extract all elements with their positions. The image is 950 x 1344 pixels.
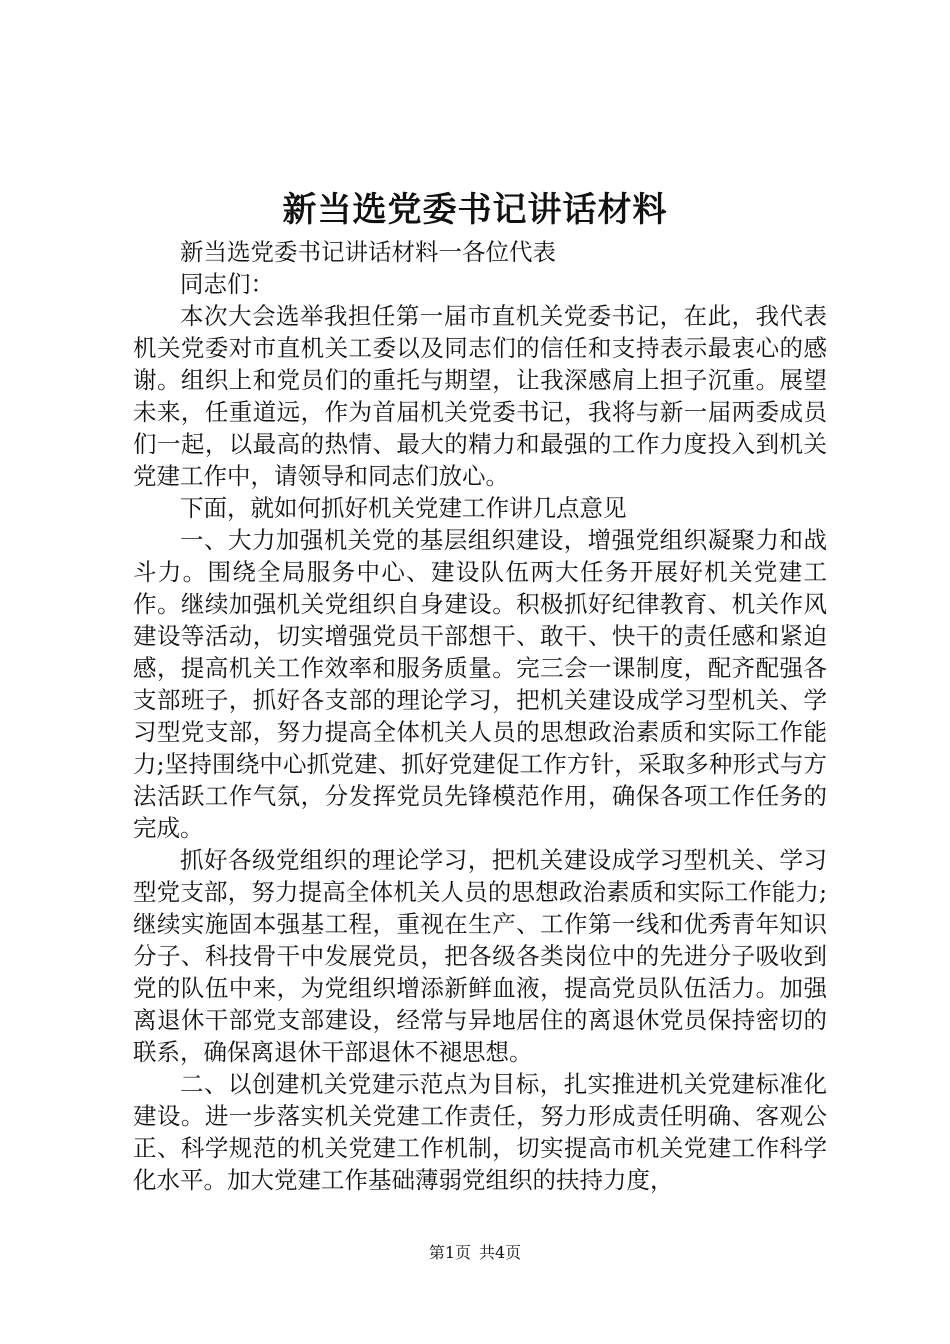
paragraph-point-two: 二、以创建机关党建示范点为目标，扎实推进机关党建标准化建设。进一步落实机关党建工作责任，努力形成责任明确、客观公正、科学规范的机关党建工作机制，切实提高市机关党建工作科学化水平。加大党建工作基础薄弱党组织的扶持力度， [133,1070,827,1194]
paragraph-thanks: 本次大会选举我担任第一届市直机关党委书记，在此，我代表机关党委对市直机关工委以及同志们的信任和支持表示最衷心的感谢。组织上和党员们的重托与期望，让我深感肩上担子沉重。展望未来，任重道远，作为首届机关党委书记，我将与新一届两委成员们一起，以最高的热情、最大的精力和最强的工作力度投入到机关党建工作中，请领导和同志们放心。 [133,302,827,490]
paragraph-point-one: 一、大力加强机关党的基层组织建设，增强党组织凝聚力和战斗力。围绕全局服务中心、建设队伍两大任务开展好机关党建工作。继续加强机关党组织自身建设。积极抓好纪律教育、机关作风建设等活动，切实增强党员干部想干、敢干、快干的责任感和紧迫感，提高机关工作效率和服务质量。完三会一课制度，配齐配强各支部班子，抓好各支部的理论学习，把机关建设成学习型机关、学习型党支部，努力提高全体机关人员的思想政治素质和实际工作能力;坚持围绕中心抓党建、抓好党建促工作方针，采取多种形式与方法活跃工作气氛，分发挥党员先锋模范作用，确保各项工作任务的完成。 [133,526,827,842]
page-footer [0,1243,950,1263]
paragraph-salutation: 同志们： [180,270,274,298]
page-total: 共4页 [479,1243,522,1262]
document-body [133,236,827,1196]
paragraph-theory-study: 抓好各级党组织的理论学习，把机关建设成学习型机关、学习型党支部，努力提高全体机关人员的思想政治素质和实际工作能力;继续实施固本强基工程，重视在生产、工作第一线和优秀青年知识分子、科技骨干中发展党员，把各级各类岗位中的先进分子吸收到党的队伍中来，为党组织增添新鲜血液，提高党员队伍活力。加强离退休干部党支部建设，经常与异地居住的离退休党员保持密切的联系，确保离退休干部退休不褪思想。 [133,846,827,1066]
document-title: 新当选党委书记讲话材料 [282,190,668,230]
paragraph-greeting-line: 新当选党委书记讲话材料一各位代表 [180,238,556,266]
paragraph-intro: 下面，就如何抓好机关党建工作讲几点意见 [180,494,627,522]
page-number: 第1页 [428,1243,471,1262]
